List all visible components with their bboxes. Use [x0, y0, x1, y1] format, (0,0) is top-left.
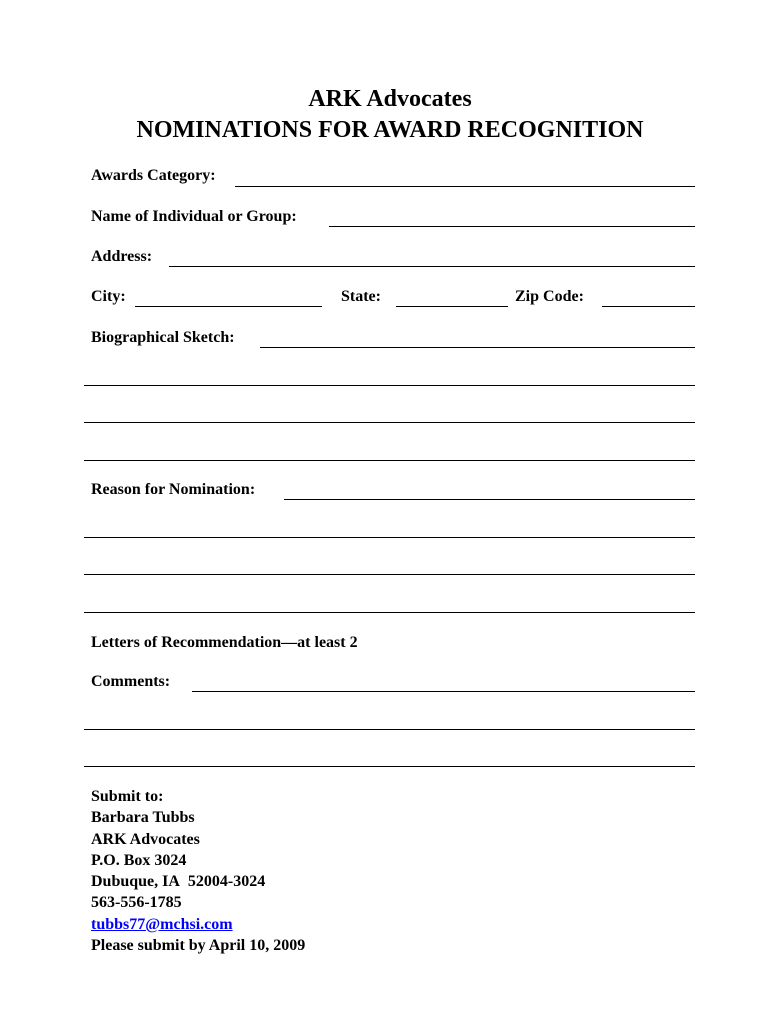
contact-email-link[interactable]: tubbs77@mchsi.com — [91, 915, 233, 933]
contact-name: Barbara Tubbs — [91, 809, 195, 827]
awards-category-field[interactable] — [235, 186, 695, 187]
reason-for-nomination-label: Reason for Nomination: — [91, 481, 256, 498]
biographical-sketch-field[interactable] — [260, 347, 695, 348]
biographical-sketch-line[interactable] — [84, 385, 695, 386]
biographical-sketch-line[interactable] — [84, 460, 695, 461]
awards-category-label: Awards Category: — [91, 167, 216, 184]
reason-for-nomination-line[interactable] — [84, 574, 695, 575]
address-label: Address: — [91, 248, 153, 265]
form-title: NOMINATIONS FOR AWARD RECOGNITION — [136, 117, 644, 143]
reason-for-nomination-field[interactable] — [284, 499, 695, 500]
comments-line[interactable] — [84, 729, 695, 730]
reason-for-nomination-line[interactable] — [84, 612, 695, 613]
city-field[interactable] — [135, 306, 322, 307]
name-individual-group-label: Name of Individual or Group: — [91, 208, 297, 225]
contact-po-box: P.O. Box 3024 — [91, 851, 187, 869]
state-label: State: — [341, 288, 381, 305]
submission-deadline: Please submit by April 10, 2009 — [91, 937, 306, 955]
biographical-sketch-label: Biographical Sketch: — [91, 329, 235, 346]
contact-organization: ARK Advocates — [91, 830, 200, 848]
name-individual-group-field[interactable] — [329, 226, 695, 227]
org-title: ARK Advocates — [308, 86, 472, 112]
biographical-sketch-line[interactable] — [84, 422, 695, 423]
comments-line[interactable] — [84, 766, 695, 767]
reason-for-nomination-line[interactable] — [84, 537, 695, 538]
zip-code-field[interactable] — [602, 306, 695, 307]
comments-label: Comments: — [91, 673, 171, 690]
city-label: City: — [91, 288, 126, 305]
letters-of-recommendation-label: Letters of Recommendation—at least 2 — [91, 634, 358, 651]
submit-heading: Submit to: — [91, 788, 164, 805]
address-field[interactable] — [169, 266, 695, 267]
contact-city-state-zip: Dubuque, IA 52004-3024 — [91, 873, 266, 891]
contact-phone: 563-556-1785 — [91, 894, 182, 912]
zip-code-label: Zip Code: — [515, 288, 584, 305]
state-field[interactable] — [396, 306, 508, 307]
submit-info — [91, 786, 305, 956]
comments-field[interactable] — [192, 691, 695, 692]
